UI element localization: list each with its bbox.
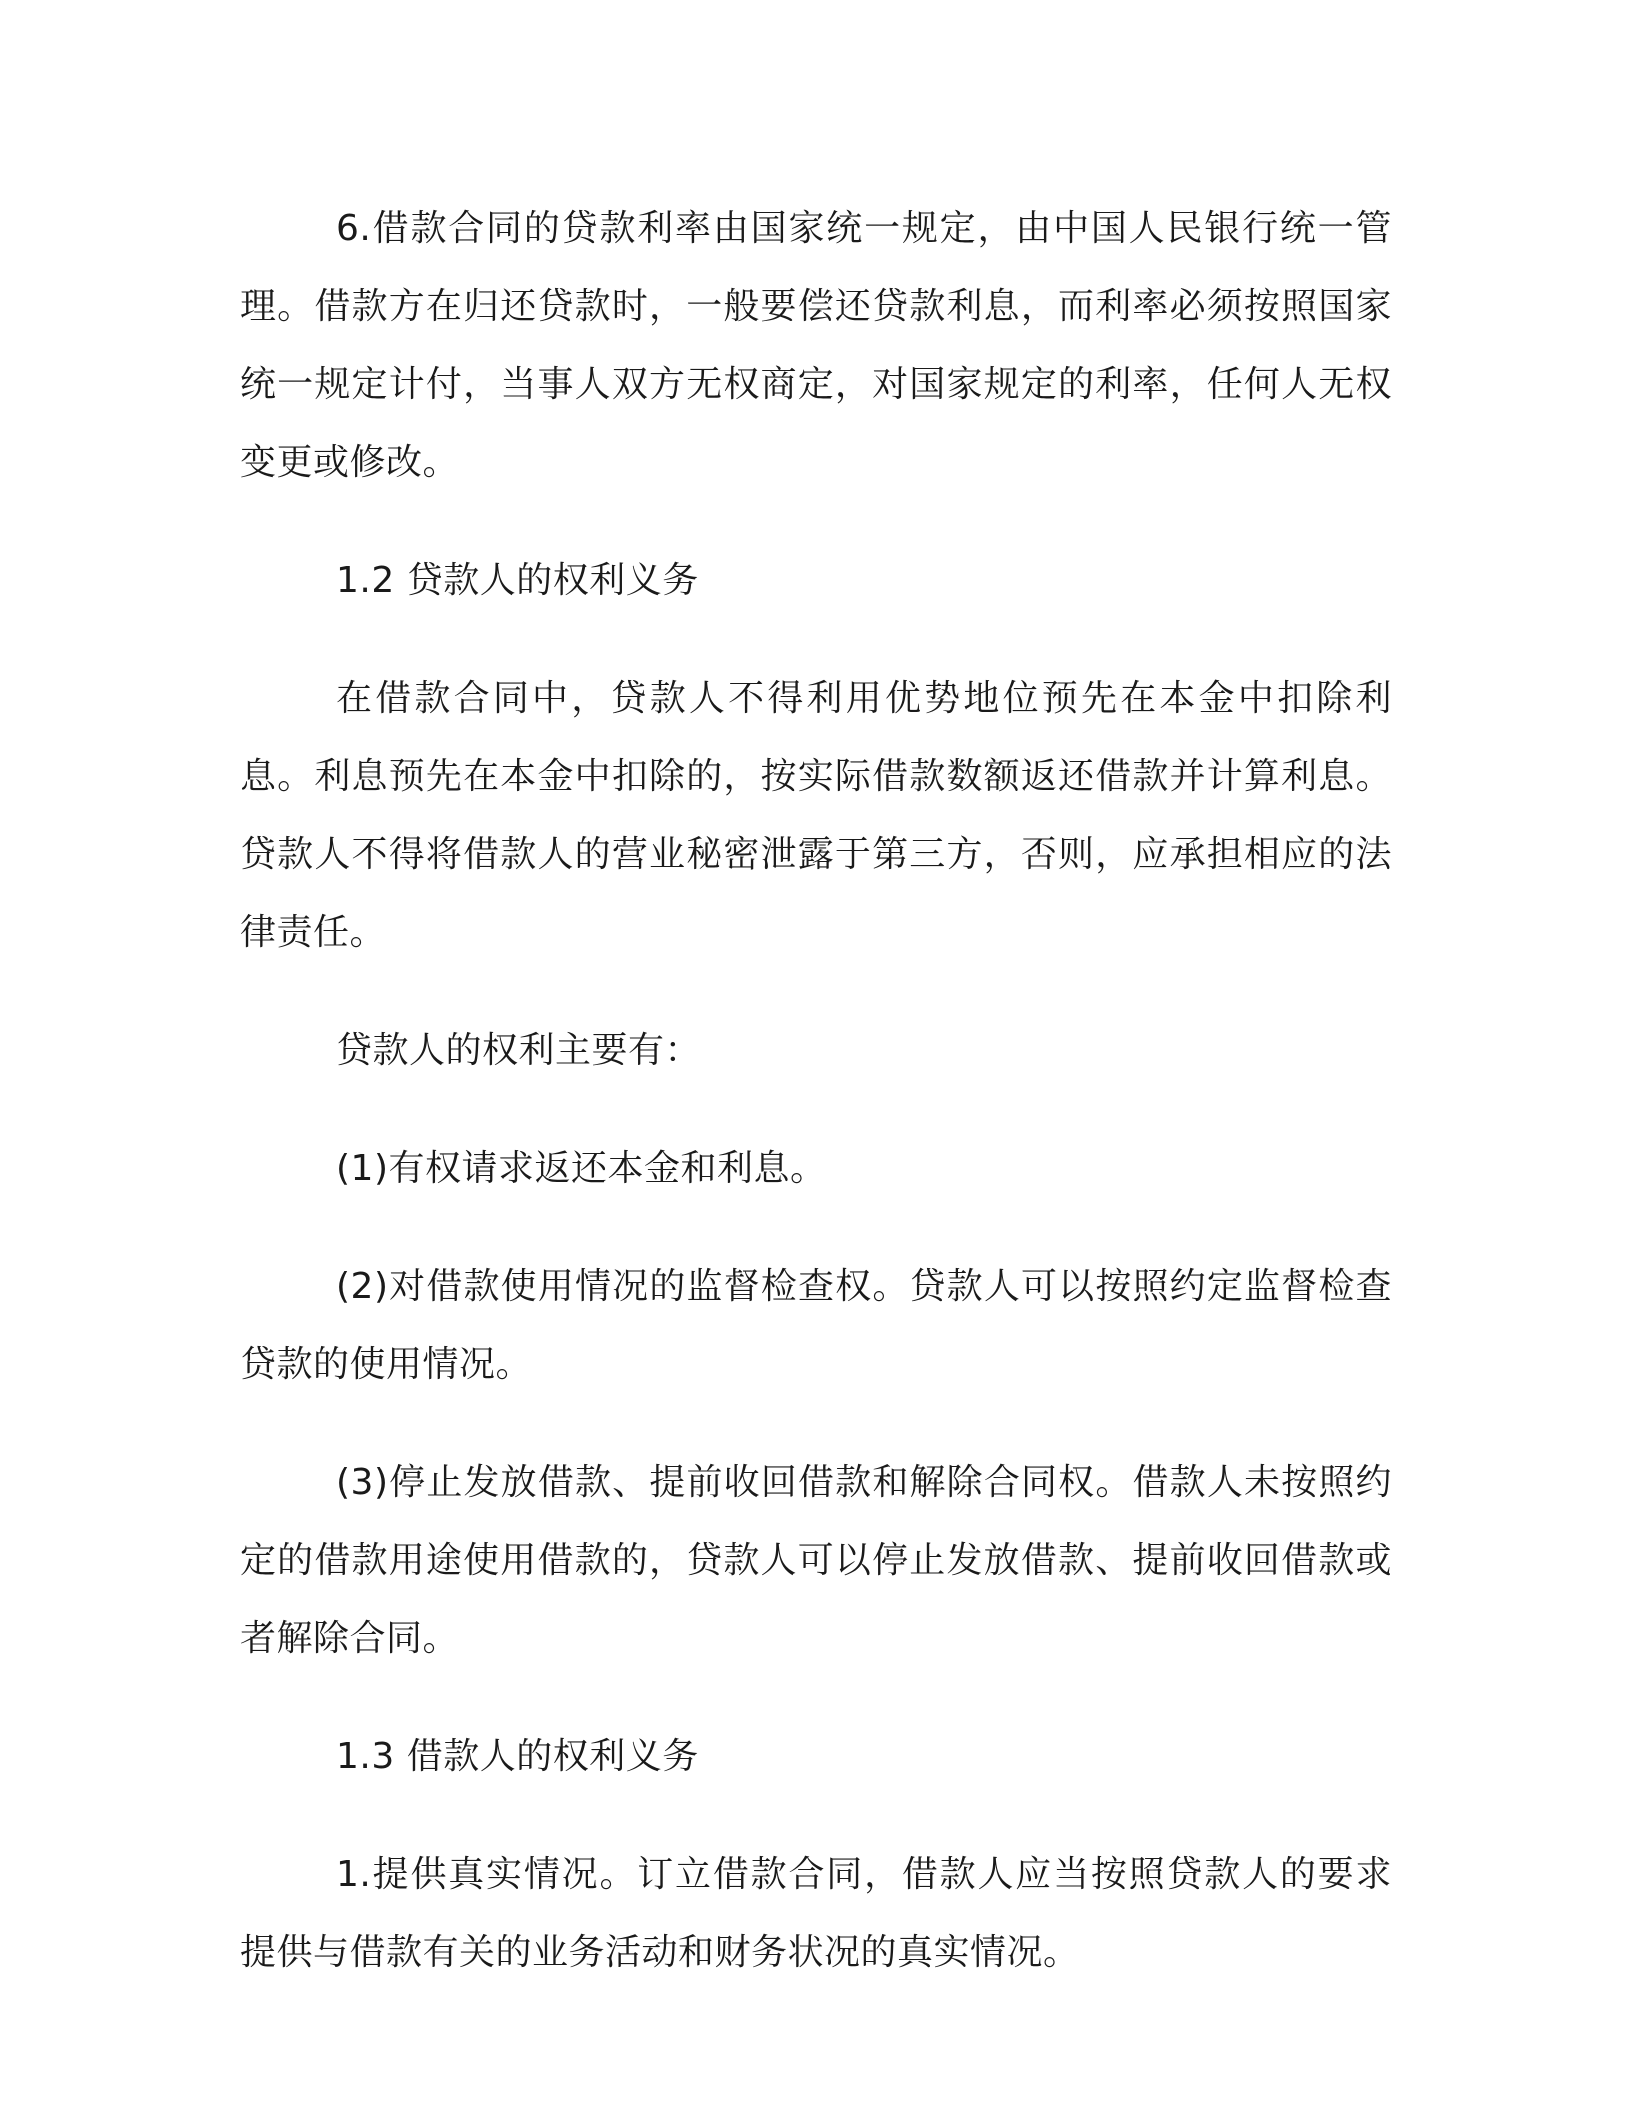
paragraph-interest-rate: 6.借款合同的贷款利率由国家统一规定，由中国人民银行统一管理。借款方在归还贷款时，一般要偿还贷款利息，而利率必须按照国家统一规定计付，当事人双方无权商定，对国家规定的利率，任何人无权变更或修改。	[240, 208, 1392, 483]
list-item-right-1: (1)有权请求返还本金和利息。	[336, 1148, 827, 1189]
list-item-right-2: (2)对借款使用情况的监督检查权。贷款人可以按照约定监督检查贷款的使用情况。	[240, 1266, 1392, 1385]
paragraph-borrower-disclosure: 1.提供真实情况。订立借款合同，借款人应当按照贷款人的要求提供与借款有关的业务活动和财务状况的真实情况。	[240, 1854, 1392, 1973]
paragraph-lender-deduction: 在借款合同中，贷款人不得利用优势地位预先在本金中扣除利息。利息预先在本金中扣除的，按实际借款数额返还借款并计算利息。贷款人不得将借款人的营业秘密泄露于第三方，否则，应承担相应的法律责任。	[240, 678, 1392, 953]
paragraph-lender-rights-intro: 贷款人的权利主要有：	[336, 1030, 702, 1071]
section-heading-borrower-rights: 1.3 借款人的权利义务	[336, 1736, 699, 1777]
document-page	[240, 190, 1392, 2032]
list-item-right-3: (3)停止发放借款、提前收回借款和解除合同权。借款人未按照约定的借款用途使用借款的，贷款人可以停止发放借款、提前收回借款或者解除合同。	[240, 1462, 1392, 1659]
section-heading-lender-rights: 1.2 贷款人的权利义务	[336, 560, 699, 601]
